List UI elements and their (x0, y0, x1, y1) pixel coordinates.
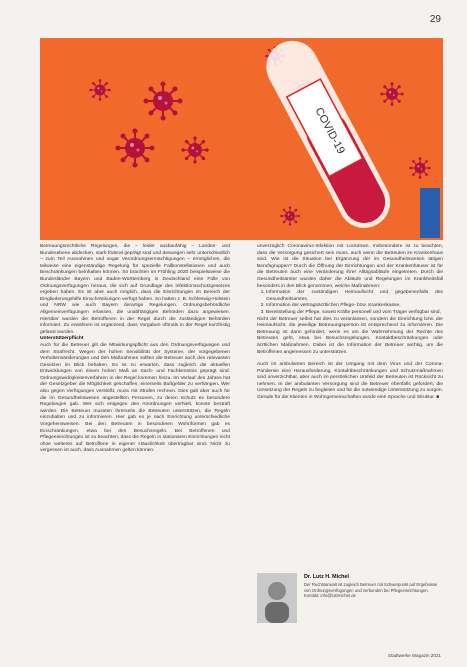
author-photo (257, 573, 297, 623)
hero-illustration (40, 38, 443, 240)
page-number: 29 (429, 14, 441, 25)
test-tube-icon (257, 38, 399, 237)
left-paragraph: Betreuungsrechtliche Regelungen, die – leider ausbaufähig – Landes- und Bundesebene abdecken, stark föderal geprägt sind und deswegen sehr unterschiedlich – zum Teil Ausnahmen und sogar Verordnungsermächtigungen – ermöglichen, die teilweise eine eigenständige Regelung für spezielle Fallkonstellationen und auch Beschränkungen beinhalten können. So brachten im Frühling 2020 beispielsweise die Bundesländer Bayern und Baden-Württemberg in Deutschland eine Fülle von Ordnungsverfügungen heraus, die sich auf Grundlage des Infektionsschutzgesetzes ergeben haben. Es ist aber auch möglich, dass die Einrichtungen im Bereich der Eingliederungshilfe Einschränkungen verfügt haben. So hatten z. B. Schleswig-Holstein und NRW wie auch Bayern derartige Regelungen. Ordnungsbehördliche Allgemeinverfügungen erlassen, die unabhängigen Behörden dazu angewiesen. Hierüber wurden die Betroffenen in der Regel durch die zuständigen Behörden informiert. Zu erwähnen ist ergänzend, dass Vorgaben oftmals in der Regel kurzfristig gefasst wurden. (40, 244, 230, 335)
section-subhead: Unterstützerpflicht (40, 336, 84, 342)
right-intro: unverzüglich Coronavirus-Infektion mit Lockdown. Insbesondere ist zu beachten, dass die Versorgung gesichert sein muss, auch wenn die Betreuten im Krankenhaus sind. Wie ist die Situation bei Ergänzung der im Gesundheitswesen tätigen Berufsgruppen? Durch die Öffnung der Einrichtungen und der Krankenhäuser ist für die Betreuten auch eine Veränderung ihrer Alltagsabläufe eingetreten. Durch die Gesundheitsämter wurden daher die Abläufe und Regelungen im Krankheitsfall besonders in den Blick genommen, welche Maßnahmen: (257, 244, 443, 289)
footer-text: Stadtwerke Magazin 2021 (387, 653, 441, 658)
author-name: Dr. Lutz H. Michel (304, 574, 349, 580)
list-item: 2. Information der vertragsärztlichen Pflege- bzw. Krankenkasse, (266, 303, 443, 310)
virus-icon (144, 82, 183, 121)
virus-test-tube-illustration (40, 38, 443, 240)
virus-icon (280, 206, 300, 226)
right-closing: Auch im ambulanten Bereich ist der Umgang mit dem Virus und der Corona-Pandemie eine Herausforderung. Kontaktbeschränkungen und Schutzmaßnahmen sind unverzichtbar, aber auch im persönlichen Umfeld der Betreuten ist Rücksicht zu nehmen. In der ambulanten Versorgung sind die Betreuer ebenfalls gefordert, die Umsetzung der Regeln zu begleiten und für die notwendige Unterstützung zu sorgen. Gerade für die Klienten in Wohngemeinschaften wurde eine Sprache und Struktur. ■ (257, 362, 443, 401)
list-item: 1. Information der zuständigen Heimaufsicht und gegebenenfalls des Gesundheitsamtes, (266, 290, 443, 303)
virus-icon (116, 129, 155, 168)
right-after-list: Nicht der Betreuer selbst hat dies zu veranlassen, sondern die Einrichtung bzw. der Heimaufsicht, die jeweilige Betreuungsperson ist entsprechend zu informieren. Die Betreuung ist dann gefordert, wenn es um die Wahrnehmung der Rechte des Betreuten geht, etwa bei Besuchsregelungen, Kontaktbeschränkungen oder ärztlichen Maßnahmen. Dabei ist die Information der Betreuer wichtig, um die Betroffenen angemessen zu unterstützen. (257, 316, 443, 355)
virus-icon (380, 82, 403, 105)
list-item: 3. Bereitstellung der Pflege, soweit Kräfte personell und vom Träger verfügbar sind, (266, 310, 443, 317)
left-column (40, 244, 230, 455)
left-paragraph-2: Auch für die Betreuer gilt die Mitwirkungspflicht aus den Ordnungsverfügungen und dem Strafrecht. Wegen der hohen Sensibilität der Systeme, der vorgegebenen Verhaltensänderungen und den Maßnahmen sollten die Betreuer auch den relevanten Gesetzen im Blick behalten. Es ist zu erwarten, dass zugleich die aktuellen Entwicklungen von einem hohen Maß an Sach- und Fachkenntnis geprägt sind. Ordnungswidrigkeitenverfahren in der Regel kommen hinzu. Im Verlauf des Jahres hat der Gesetzgeber die Möglichkeit geschaffen, einerseits Bußgelder zu verhängen. Wer also gegen Verfügungen verstößt, muss mit Strafen rechnen. Dies galt aber auch für die im Gesundheitswesen angestellten Personen, zu deren Schutz es besondere Regelungen gab. Wer sich entgegen den Anordnungen verhielt, konnte bestraft werden. Die Betreuer mussten ihrerseits die Betreuten unterstützen, die Regeln einzuhalten und zu informieren. Hier gab es je nach Einrichtung unterschiedliche Vorgehensweisen. Bei den Betreuten in besonderen Wohnformen gab es Einschränkungen, etwa bei den Besuchsregeln. Bei Betroffenen und Pflegeeinrichtungen ist zu beachten, dass die Regeln in stationären Einrichtungen nicht ohne weiteres auf Betroffene in eigener Häuslichkeit übertragbar sind. Nicht zu vergessen ist auch, dass Ausnahmen gelten können. (40, 342, 230, 454)
virus-icon (181, 136, 208, 163)
author-box (257, 573, 443, 623)
author-bio: Der Rechtsanwalt ist zugleich Betreuer mit Schwerpunkt auf Ergebnisse von Ordnungsverfügungen und verbunden bei Pflegeeinrichtungen. Kontakt: info@lutzmichel.de (304, 582, 438, 599)
blue-corner-decoration (420, 188, 440, 238)
right-column (257, 244, 443, 402)
virus-icon (409, 157, 430, 178)
virus-icon (89, 79, 110, 100)
tube-label: COVID-19 (312, 105, 347, 157)
measures-list (257, 290, 443, 316)
